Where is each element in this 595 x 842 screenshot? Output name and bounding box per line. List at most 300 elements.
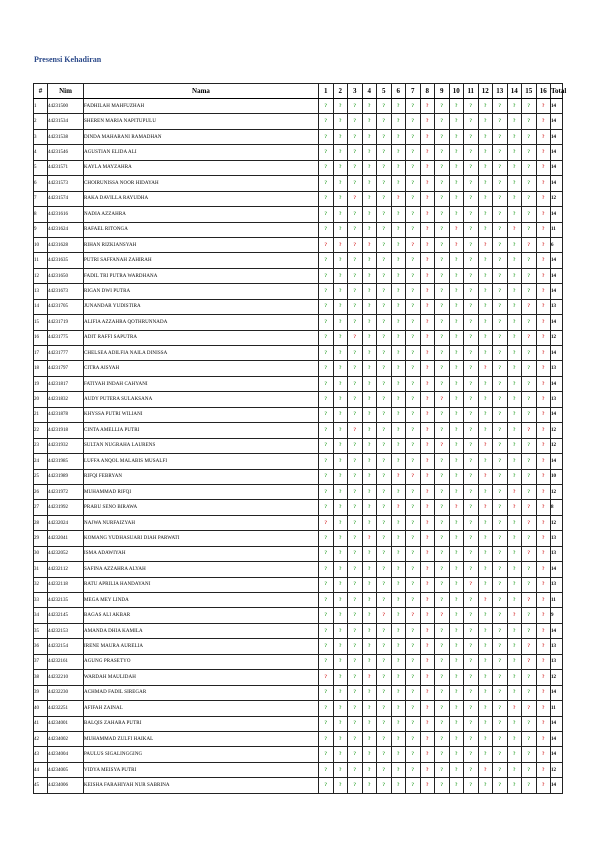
present-mark: ?	[391, 237, 406, 252]
absent-mark: ?	[522, 500, 537, 515]
attendance-total: 14	[551, 129, 563, 144]
present-mark: ?	[493, 670, 508, 685]
present-mark: ?	[449, 762, 464, 777]
present-mark: ?	[493, 701, 508, 716]
present-mark: ?	[522, 207, 537, 222]
present-mark: ?	[493, 608, 508, 623]
present-mark: ?	[348, 207, 363, 222]
absent-mark: ?	[536, 392, 551, 407]
present-mark: ?	[435, 99, 450, 114]
row-number: 23	[34, 438, 48, 453]
table-row	[34, 500, 563, 515]
present-mark: ?	[348, 454, 363, 469]
present-mark: ?	[493, 546, 508, 561]
row-number: 16	[34, 330, 48, 345]
present-mark: ?	[449, 145, 464, 160]
present-mark: ?	[319, 346, 334, 361]
absent-mark: ?	[478, 762, 493, 777]
present-mark: ?	[449, 207, 464, 222]
present-mark: ?	[348, 593, 363, 608]
attendance-total: 12	[551, 484, 563, 499]
attendance-total: 14	[551, 623, 563, 638]
absent-mark: ?	[536, 500, 551, 515]
present-mark: ?	[464, 361, 479, 376]
present-mark: ?	[464, 731, 479, 746]
present-mark: ?	[464, 237, 479, 252]
present-mark: ?	[319, 654, 334, 669]
student-name: CINTA AMELLIA PUTRI	[84, 423, 319, 438]
present-mark: ?	[478, 654, 493, 669]
present-mark: ?	[362, 330, 377, 345]
present-mark: ?	[391, 99, 406, 114]
student-nim: 44231777	[48, 346, 84, 361]
present-mark: ?	[522, 778, 537, 793]
present-mark: ?	[507, 778, 522, 793]
present-mark: ?	[406, 299, 421, 314]
present-mark: ?	[333, 670, 348, 685]
absent-mark: ?	[377, 608, 392, 623]
present-mark: ?	[493, 222, 508, 237]
present-mark: ?	[478, 685, 493, 700]
present-mark: ?	[377, 299, 392, 314]
table-row	[34, 562, 563, 577]
present-mark: ?	[377, 546, 392, 561]
table-row	[34, 191, 563, 206]
absent-mark: ?	[522, 654, 537, 669]
present-mark: ?	[333, 469, 348, 484]
present-mark: ?	[319, 593, 334, 608]
present-mark: ?	[406, 423, 421, 438]
present-mark: ?	[362, 160, 377, 175]
present-mark: ?	[391, 315, 406, 330]
student-name: NAJWA NURFAIZYAH	[84, 515, 319, 530]
row-number: 35	[34, 623, 48, 638]
present-mark: ?	[348, 716, 363, 731]
table-row	[34, 114, 563, 129]
present-mark: ?	[449, 299, 464, 314]
student-nim: 44231992	[48, 500, 84, 515]
present-mark: ?	[478, 145, 493, 160]
present-mark: ?	[449, 608, 464, 623]
present-mark: ?	[478, 577, 493, 592]
absent-mark: ?	[478, 438, 493, 453]
present-mark: ?	[377, 268, 392, 283]
student-nim: 44232135	[48, 593, 84, 608]
table-row	[34, 268, 563, 283]
student-name: FADHILAH MAHFUZHAH	[84, 99, 319, 114]
present-mark: ?	[348, 376, 363, 391]
absent-mark: ?	[391, 469, 406, 484]
present-mark: ?	[464, 191, 479, 206]
present-mark: ?	[333, 685, 348, 700]
present-mark: ?	[507, 145, 522, 160]
present-mark: ?	[333, 253, 348, 268]
row-number: 34	[34, 608, 48, 623]
present-mark: ?	[478, 114, 493, 129]
present-mark: ?	[406, 577, 421, 592]
present-mark: ?	[464, 500, 479, 515]
absent-mark: ?	[536, 222, 551, 237]
present-mark: ?	[333, 484, 348, 499]
present-mark: ?	[522, 731, 537, 746]
present-mark: ?	[493, 762, 508, 777]
present-mark: ?	[377, 593, 392, 608]
present-mark: ?	[406, 207, 421, 222]
present-mark: ?	[319, 99, 334, 114]
present-mark: ?	[377, 160, 392, 175]
present-mark: ?	[449, 361, 464, 376]
absent-mark: ?	[536, 608, 551, 623]
present-mark: ?	[507, 392, 522, 407]
table-row	[34, 237, 563, 252]
student-nim: 44232210	[48, 670, 84, 685]
present-mark: ?	[362, 778, 377, 793]
present-mark: ?	[406, 114, 421, 129]
absent-mark: ?	[420, 623, 435, 638]
present-mark: ?	[478, 454, 493, 469]
present-mark: ?	[348, 392, 363, 407]
present-mark: ?	[377, 346, 392, 361]
present-mark: ?	[464, 438, 479, 453]
present-mark: ?	[435, 747, 450, 762]
row-number: 11	[34, 253, 48, 268]
present-mark: ?	[478, 299, 493, 314]
present-mark: ?	[391, 176, 406, 191]
present-mark: ?	[391, 423, 406, 438]
absent-mark: ?	[536, 253, 551, 268]
present-mark: ?	[464, 392, 479, 407]
present-mark: ?	[522, 376, 537, 391]
student-name: BALQIS ZAHARA PUTRI	[84, 716, 319, 731]
absent-mark: ?	[420, 716, 435, 731]
present-mark: ?	[362, 562, 377, 577]
absent-mark: ?	[522, 593, 537, 608]
present-mark: ?	[319, 562, 334, 577]
present-mark: ?	[435, 577, 450, 592]
present-mark: ?	[406, 129, 421, 144]
present-mark: ?	[333, 716, 348, 731]
present-mark: ?	[362, 284, 377, 299]
present-mark: ?	[493, 114, 508, 129]
student-name: BAGAS ALI AKBAR	[84, 608, 319, 623]
present-mark: ?	[362, 145, 377, 160]
table-row	[34, 685, 563, 700]
present-mark: ?	[333, 330, 348, 345]
row-number: 3	[34, 129, 48, 144]
student-name: PAULUS SIGALINGGING	[84, 747, 319, 762]
present-mark: ?	[333, 160, 348, 175]
present-mark: ?	[348, 762, 363, 777]
row-number: 33	[34, 593, 48, 608]
student-name: PUTRI SAFFANAH ZAHIRAH	[84, 253, 319, 268]
present-mark: ?	[406, 191, 421, 206]
present-mark: ?	[493, 268, 508, 283]
present-mark: ?	[493, 438, 508, 453]
present-mark: ?	[464, 145, 479, 160]
present-mark: ?	[319, 268, 334, 283]
present-mark: ?	[435, 701, 450, 716]
attendance-total: 12	[551, 423, 563, 438]
student-nim: 44232230	[48, 685, 84, 700]
absent-mark: ?	[507, 222, 522, 237]
present-mark: ?	[377, 685, 392, 700]
present-mark: ?	[333, 608, 348, 623]
present-mark: ?	[435, 778, 450, 793]
absent-mark: ?	[420, 438, 435, 453]
absent-mark: ?	[536, 407, 551, 422]
present-mark: ?	[507, 593, 522, 608]
present-mark: ?	[464, 531, 479, 546]
attendance-total: 10	[551, 469, 563, 484]
row-number: 25	[34, 469, 48, 484]
present-mark: ?	[333, 593, 348, 608]
absent-mark: ?	[522, 237, 537, 252]
present-mark: ?	[435, 623, 450, 638]
student-name: SHEREN MARIA NAPITUPULU	[84, 114, 319, 129]
present-mark: ?	[493, 191, 508, 206]
student-nim: 44231573	[48, 176, 84, 191]
header-day-7: 7	[406, 84, 421, 99]
table-row	[34, 608, 563, 623]
absent-mark: ?	[536, 315, 551, 330]
present-mark: ?	[319, 222, 334, 237]
absent-mark: ?	[536, 330, 551, 345]
student-name: LUFFA ANQOL MALABIS MUSALFI	[84, 454, 319, 469]
attendance-total: 14	[551, 716, 563, 731]
present-mark: ?	[348, 176, 363, 191]
present-mark: ?	[362, 392, 377, 407]
present-mark: ?	[406, 330, 421, 345]
present-mark: ?	[406, 392, 421, 407]
present-mark: ?	[449, 546, 464, 561]
attendance-total: 12	[551, 670, 563, 685]
attendance-total: 9	[551, 608, 563, 623]
attendance-total: 14	[551, 778, 563, 793]
present-mark: ?	[406, 500, 421, 515]
present-mark: ?	[507, 546, 522, 561]
row-number: 22	[34, 423, 48, 438]
present-mark: ?	[348, 145, 363, 160]
present-mark: ?	[449, 778, 464, 793]
student-nim: 44234001	[48, 716, 84, 731]
absent-mark: ?	[420, 315, 435, 330]
present-mark: ?	[435, 160, 450, 175]
present-mark: ?	[319, 454, 334, 469]
present-mark: ?	[493, 346, 508, 361]
present-mark: ?	[319, 623, 334, 638]
present-mark: ?	[391, 639, 406, 654]
absent-mark: ?	[536, 623, 551, 638]
present-mark: ?	[449, 376, 464, 391]
present-mark: ?	[449, 685, 464, 700]
present-mark: ?	[435, 562, 450, 577]
present-mark: ?	[493, 99, 508, 114]
present-mark: ?	[348, 577, 363, 592]
present-mark: ?	[493, 469, 508, 484]
present-mark: ?	[464, 268, 479, 283]
present-mark: ?	[435, 237, 450, 252]
present-mark: ?	[319, 129, 334, 144]
student-name: DINDA MAHARANI RAMADHAN	[84, 129, 319, 144]
present-mark: ?	[464, 639, 479, 654]
present-mark: ?	[464, 299, 479, 314]
present-mark: ?	[391, 716, 406, 731]
table-row	[34, 160, 563, 175]
present-mark: ?	[464, 454, 479, 469]
present-mark: ?	[319, 299, 334, 314]
student-name: IRENE MAURA AURELIA	[84, 639, 319, 654]
absent-mark: ?	[536, 207, 551, 222]
present-mark: ?	[348, 99, 363, 114]
present-mark: ?	[391, 608, 406, 623]
present-mark: ?	[348, 361, 363, 376]
absent-mark: ?	[319, 515, 334, 530]
table-row	[34, 315, 563, 330]
present-mark: ?	[493, 315, 508, 330]
present-mark: ?	[464, 176, 479, 191]
present-mark: ?	[435, 670, 450, 685]
present-mark: ?	[435, 207, 450, 222]
present-mark: ?	[348, 531, 363, 546]
absent-mark: ?	[420, 701, 435, 716]
present-mark: ?	[406, 407, 421, 422]
present-mark: ?	[377, 577, 392, 592]
present-mark: ?	[493, 515, 508, 530]
attendance-total: 12	[551, 438, 563, 453]
present-mark: ?	[464, 330, 479, 345]
present-mark: ?	[464, 608, 479, 623]
present-mark: ?	[333, 376, 348, 391]
student-nim: 44231616	[48, 207, 84, 222]
present-mark: ?	[362, 546, 377, 561]
absent-mark: ?	[522, 515, 537, 530]
row-number: 20	[34, 392, 48, 407]
present-mark: ?	[464, 484, 479, 499]
table-row	[34, 469, 563, 484]
present-mark: ?	[391, 145, 406, 160]
present-mark: ?	[377, 670, 392, 685]
present-mark: ?	[333, 191, 348, 206]
absent-mark: ?	[420, 145, 435, 160]
present-mark: ?	[464, 747, 479, 762]
present-mark: ?	[522, 454, 537, 469]
absent-mark: ?	[478, 361, 493, 376]
present-mark: ?	[507, 376, 522, 391]
present-mark: ?	[435, 268, 450, 283]
present-mark: ?	[478, 639, 493, 654]
row-number: 15	[34, 315, 48, 330]
present-mark: ?	[391, 299, 406, 314]
present-mark: ?	[362, 500, 377, 515]
present-mark: ?	[449, 701, 464, 716]
present-mark: ?	[406, 253, 421, 268]
absent-mark: ?	[420, 299, 435, 314]
present-mark: ?	[406, 346, 421, 361]
absent-mark: ?	[420, 500, 435, 515]
present-mark: ?	[522, 145, 537, 160]
present-mark: ?	[377, 639, 392, 654]
attendance-total: 14	[551, 207, 563, 222]
table-row	[34, 731, 563, 746]
student-name: ISMA ADAWIYAH	[84, 546, 319, 561]
student-name: KAYLA MAYZAHRA	[84, 160, 319, 175]
present-mark: ?	[478, 515, 493, 530]
student-name: AMANDA DHIA KAMILA	[84, 623, 319, 638]
present-mark: ?	[478, 623, 493, 638]
present-mark: ?	[478, 330, 493, 345]
present-mark: ?	[435, 299, 450, 314]
absent-mark: ?	[507, 484, 522, 499]
student-nim: 44231797	[48, 361, 84, 376]
present-mark: ?	[478, 747, 493, 762]
present-mark: ?	[522, 392, 537, 407]
present-mark: ?	[493, 577, 508, 592]
present-mark: ?	[406, 593, 421, 608]
present-mark: ?	[464, 222, 479, 237]
present-mark: ?	[449, 176, 464, 191]
present-mark: ?	[507, 531, 522, 546]
present-mark: ?	[348, 299, 363, 314]
present-mark: ?	[362, 731, 377, 746]
present-mark: ?	[319, 438, 334, 453]
student-nim: 44231571	[48, 160, 84, 175]
present-mark: ?	[348, 500, 363, 515]
present-mark: ?	[333, 562, 348, 577]
present-mark: ?	[435, 469, 450, 484]
present-mark: ?	[493, 778, 508, 793]
present-mark: ?	[362, 299, 377, 314]
present-mark: ?	[377, 747, 392, 762]
absent-mark: ?	[420, 562, 435, 577]
table-row	[34, 762, 563, 777]
table-row	[34, 484, 563, 499]
present-mark: ?	[333, 176, 348, 191]
row-number: 1	[34, 99, 48, 114]
present-mark: ?	[362, 361, 377, 376]
present-mark: ?	[435, 762, 450, 777]
absent-mark: ?	[420, 639, 435, 654]
absent-mark: ?	[435, 438, 450, 453]
present-mark: ?	[493, 392, 508, 407]
absent-mark: ?	[420, 593, 435, 608]
present-mark: ?	[449, 670, 464, 685]
attendance-total: 13	[551, 654, 563, 669]
row-number: 2	[34, 114, 48, 129]
present-mark: ?	[507, 268, 522, 283]
present-mark: ?	[493, 207, 508, 222]
absent-mark: ?	[319, 237, 334, 252]
present-mark: ?	[435, 546, 450, 561]
present-mark: ?	[348, 670, 363, 685]
present-mark: ?	[435, 330, 450, 345]
present-mark: ?	[319, 546, 334, 561]
student-name: MEGA MEY LINDA	[84, 593, 319, 608]
present-mark: ?	[464, 346, 479, 361]
present-mark: ?	[333, 701, 348, 716]
present-mark: ?	[348, 346, 363, 361]
student-nim: 44231817	[48, 376, 84, 391]
present-mark: ?	[449, 484, 464, 499]
present-mark: ?	[435, 129, 450, 144]
absent-mark: ?	[420, 515, 435, 530]
table-row	[34, 330, 563, 345]
absent-mark: ?	[362, 670, 377, 685]
present-mark: ?	[493, 623, 508, 638]
table-row	[34, 778, 563, 793]
present-mark: ?	[493, 454, 508, 469]
student-name: FATIYAH INDAH CAHYANI	[84, 376, 319, 391]
present-mark: ?	[478, 222, 493, 237]
